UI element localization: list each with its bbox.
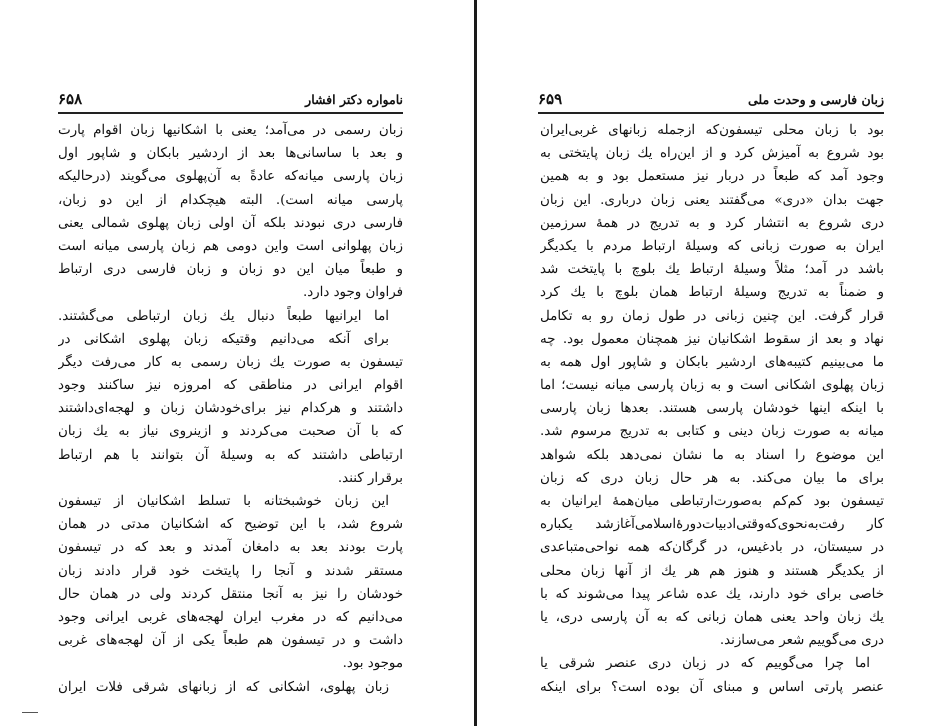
right-page-body — [540, 119, 884, 699]
right-page-text-line: با اینکه اینها خودشان پارسی هستند. بعدها زبان پارسی — [540, 401, 884, 417]
left-running-head: نامواره دکتر افشار — [305, 92, 403, 107]
left-page-text-line: ارتباطی داشتند که به وسیلهٔ آن بتوانند با هم ارتباط — [58, 447, 403, 463]
right-page-text-line: برای ما بیان می‌کند. به هر حال زبان دری که زبان — [540, 470, 884, 486]
right-page-text-line: تیسفون بود کم‌کم به‌صورت‌ارتباطی میان‌همهٔ ایرانیان به — [540, 494, 884, 509]
left-page-text-line: زبان رسمی در می‌آمد؛ یعنی با اشکانیها زبان اقوام پارت — [58, 123, 403, 138]
scan-mark — [22, 712, 38, 713]
left-page-text-line: می‌دانیم که در مغرب ایران لهجه‌های غربی ایرانی وجود — [58, 609, 403, 625]
right-page — [477, 0, 952, 726]
right-page-text-line: جهت بدان «دری» می‌گفتند یعنی زبان درباری. این زبان — [540, 192, 884, 208]
left-page-text-line: خودشان را نیز به آنجا منتقل کردند ولی در همان حال — [58, 586, 403, 602]
right-page-text-line: اما چرا می‌گوییم که در زبان دری عنصر شرقی یا — [540, 656, 870, 672]
left-header-rule — [58, 112, 403, 114]
left-page-text-line: پارت بودند بعد به دامغان آمدند و بعد که در تیسفون — [58, 540, 403, 556]
right-page-text-line: بود شروع به آمیزش کرد و از این‌راه یك زبان پایتختی به — [540, 146, 884, 162]
left-page-text-line: تیسفون به صورت یك زبان رسمی به کار می‌رفت دیگر — [58, 354, 403, 370]
left-page-text-line: برقرار کنند. — [337, 470, 403, 486]
right-page-text-line: در سیستان، در بادغیس، در گرگان‌که همه نواحی‌متباعدی — [540, 540, 884, 556]
right-page-header — [538, 90, 884, 112]
left-page-body — [58, 119, 403, 699]
right-running-head: زبان فارسی و وحدت ملی — [747, 92, 884, 107]
right-page-text-line: ایران به صورت زبانی که وسیلهٔ ارتباط مردم با یکدیگر — [540, 238, 884, 254]
right-page-text-line: زبان پهلوی اشکانی است و به زبان پارسی میانه نیست؛ اما — [540, 378, 884, 394]
left-page-text-line: زبان پهلوانی است واین دومی هم زبان پارسی میانه است — [58, 238, 403, 254]
right-page-text-line: عنصر پارتی اساس و مبنای آن بوده است؟ برای اینکه — [540, 679, 884, 695]
left-page-text-line: پارسی میانه است). البته هیچکدام از این دو زبان، — [58, 192, 403, 208]
left-page-text-line: برای آنکه می‌دانیم وقتیکه زبان پهلوی اشکانی در — [58, 331, 389, 347]
left-page-text-line: زبان پارسی میانه‌که عادةً به آن‌پهلوی می‌گویند (درحالیکه — [58, 169, 403, 185]
right-page-text-line: بود با زبان محلی تیسفون‌که ازجمله زبانهای غربی‌ایران — [540, 123, 884, 138]
right-page-number: ۶۵۹ — [538, 90, 563, 108]
left-page-text-line: فارسی دری نبودند بلکه آن اولی زبان پهلوی شمالی یعنی — [58, 215, 403, 231]
right-page-text-line: وجود آمد که طبعاً در دربار نیز مستعمل بود و به همین — [540, 169, 884, 185]
right-header-rule — [538, 112, 884, 114]
left-page-text-line: مستقر شدند و آنجا را پایتخت خود قرار دادند زبان — [58, 563, 403, 579]
left-page-header — [58, 90, 403, 112]
right-page-text-line: خاصی برای خود دارند، یك عده شاعر پیدا می‌شوند که با — [540, 586, 884, 602]
left-page-text-line: و طبعاً میان این دو زبان و زبان فارسی دری ارتباط — [58, 262, 403, 278]
left-page-text-line: شروع شد، با این توضیح که اشکانیان مدتی در همان — [58, 517, 403, 533]
left-page-text-line: و بعد با ساسانی‌ها بعد از اردشیر بابکان و شاپور اول — [58, 146, 403, 162]
left-page-text-line: این زبان خوشبختانه با تسلط اشکانیان از تیسفون — [58, 494, 389, 509]
right-page-text-line: ما می‌بینیم کتیبه‌های اردشیر بابکان و شاپور اول همه به — [540, 354, 884, 370]
left-page-text-line: اقوام ایرانی در مناطقی که امروزه نیز ساکنند وجود — [58, 378, 403, 394]
left-page-text-line: فراوان وجود دارد. — [302, 285, 403, 301]
left-page-text-line: اما ایرانیها طبعاً دنبال یك زبان ارتباطی می‌گشتند. — [58, 308, 389, 324]
left-page-text-line: داشتند و هرکدام نیز برای‌خودشان زبان و لهجه‌ای‌داشتند — [58, 401, 403, 417]
right-page-text-line: دری شروع به انتشار کرد و به تدریج در همهٔ سرزمین — [540, 215, 884, 231]
right-page-text-line: نهاد و بعد از سقوط اشکانیان نیز همچنان معمول بود. چه — [540, 331, 884, 347]
left-page-text-line: داشت و در تیسفون هم طبعاً یکی از آن لهجه‌های غربی — [58, 633, 403, 649]
right-page-text-line: یك زبان واحد یعنی همان زبانی که به آن پارسی دری، یا — [540, 609, 884, 625]
right-page-text-line: دری می‌گوییم شعر می‌سازند. — [719, 633, 884, 649]
left-page — [0, 0, 474, 726]
left-page-text-line: که با آن صحبت می‌کردند و ازینروی نیاز به یك زبان — [58, 424, 403, 440]
right-page-text-line: میانه به صورت زبان دینی و کتابی به تدریج مرسوم شد. — [540, 424, 884, 440]
right-page-text-line: از یکدیگر هستند و هنوز هم هر یك از آنها زبان محلی — [540, 563, 884, 579]
right-page-text-line: کار رفت‌به‌نحوی‌که‌وقتی‌ادبیات‌دورهٔ‌اسلامی‌آغازشد یکباره — [540, 517, 884, 533]
left-page-text-line: موجود بود. — [342, 656, 403, 672]
right-page-text-line: قرار گرفت. این چنین زبانی در طول زمان رو به تکامل — [540, 308, 884, 324]
right-page-text-line: باشد در آمد؛ مثلاً وسیلهٔ ارتباط یك بلوچ با پایتخت شد — [540, 262, 884, 278]
right-page-text-line: و ضمناً به تدریج وسیلهٔ ارتباط همان بلوچ با یك کرد — [540, 285, 884, 301]
left-page-number: ۶۵۸ — [58, 90, 83, 108]
left-page-text-line: زبان پهلوی، اشکانی که از زبانهای شرقی فلات ایران — [58, 679, 389, 695]
right-page-text-line: این موضوع را اسناد به ما نشان نمی‌دهد بلکه شواهد — [540, 447, 884, 463]
